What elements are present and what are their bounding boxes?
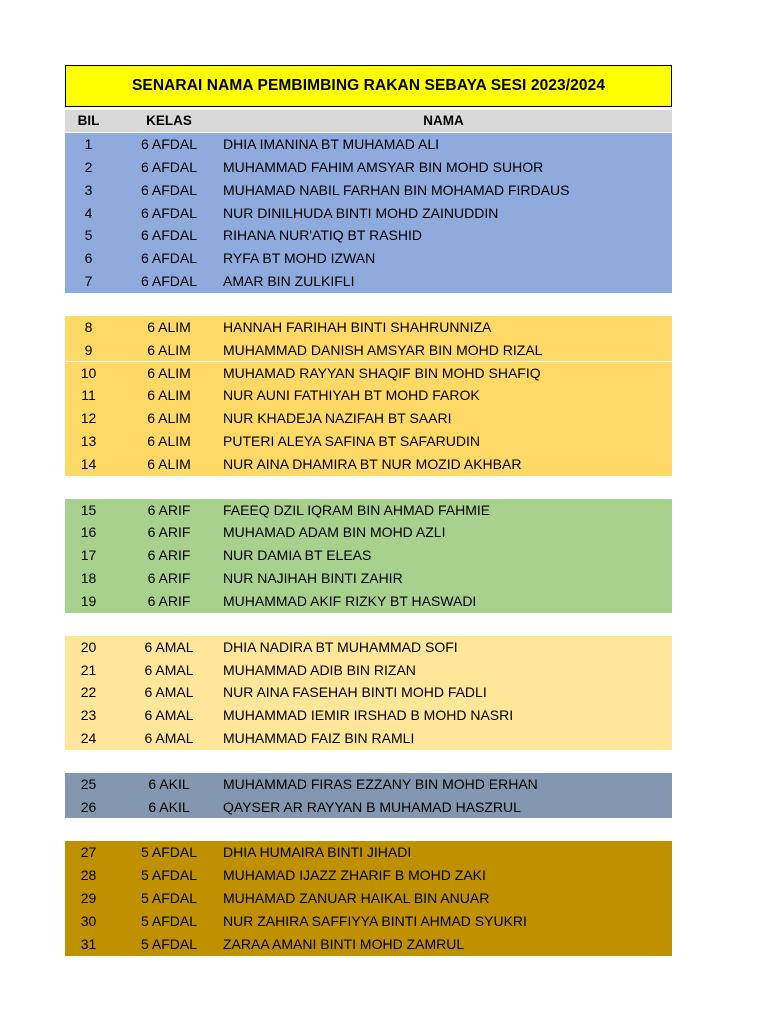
cell-bil: 28 [80, 867, 97, 884]
cell-kelas: 6 ARIF [147, 524, 191, 541]
cell-nama: MUHAMAD ADAM BIN MOHD AZLI [223, 524, 446, 541]
table-row [65, 796, 672, 819]
cell-nama: DHIA HUMAIRA BINTI JIHADI [223, 844, 412, 861]
cell-bil: 13 [80, 433, 97, 450]
cell-kelas: 6 AFDAL [140, 250, 198, 267]
cell-nama: NUR DAMIA BT ELEAS [223, 547, 372, 564]
table-row [65, 430, 672, 453]
table-row [65, 773, 672, 796]
cell-kelas: 5 AFDAL [140, 867, 198, 884]
header-bil: BIL [77, 113, 100, 128]
table-row [65, 202, 672, 225]
cell-kelas: 5 AFDAL [140, 935, 198, 952]
cell-kelas: 6 AFDAL [140, 158, 198, 175]
header-kelas: KELAS [146, 113, 192, 128]
table-row [65, 704, 672, 727]
cell-nama: AMAR BIN ZULKIFLI [223, 273, 355, 290]
table-row [65, 133, 672, 156]
cell-bil: 24 [80, 730, 97, 747]
table-row [65, 910, 672, 933]
table-row [65, 681, 672, 704]
cell-bil: 20 [80, 638, 97, 655]
cell-kelas: 5 AFDAL [140, 912, 198, 929]
cell-bil: 8 [84, 318, 93, 335]
cell-nama: FAEEQ DZIL IQRAM BIN AHMAD FAHMIE [223, 501, 491, 518]
cell-bil: 27 [80, 844, 97, 861]
cell-nama: MUHAMAD RAYYAN SHAQIF BIN MOHD SHAFIQ [223, 364, 541, 381]
table-row [65, 407, 672, 430]
table-row [65, 453, 672, 476]
table-row [65, 841, 672, 864]
cell-bil: 26 [80, 798, 97, 815]
cell-bil: 2 [84, 158, 93, 175]
cell-nama: RYFA BT MOHD IZWAN [223, 250, 376, 267]
cell-bil: 31 [80, 935, 97, 952]
table-row [65, 659, 672, 682]
cell-kelas: 6 AFDAL [140, 204, 198, 221]
cell-kelas: 6 AMAL [144, 707, 194, 724]
cell-nama: NUR NAJIHAH BINTI ZAHIR [223, 570, 403, 587]
cell-kelas: 6 ALIM [147, 318, 191, 335]
cell-kelas: 6 AFDAL [140, 181, 198, 198]
table-row [65, 544, 672, 567]
cell-nama: NUR KHADEJA NAZIFAH BT SAARI [223, 410, 452, 427]
cell-bil: 14 [80, 455, 97, 472]
table-row [65, 499, 672, 522]
cell-nama: DHIA NADIRA BT MUHAMMAD SOFI [223, 638, 458, 655]
table-row [65, 887, 672, 910]
cell-nama: MUHAMAD ZANUAR HAIKAL BIN ANUAR [223, 890, 490, 907]
cell-bil: 17 [80, 547, 97, 564]
cell-kelas: 6 AFDAL [140, 227, 198, 244]
cell-nama: MUHAMMAD ADIB BIN RIZAN [223, 661, 416, 678]
cell-nama: MUHAMMAD AKIF RIZKY BT HASWADI [223, 593, 477, 609]
cell-nama: NUR ZAHIRA SAFFIYYA BINTI AHMAD SYUKRI [223, 912, 527, 929]
cell-nama: DHIA IMANINA BT MUHAMAD ALI [223, 136, 440, 152]
cell-bil: 4 [84, 204, 93, 221]
cell-kelas: 6 AMAL [144, 730, 194, 747]
cell-kelas: 6 AKIL [148, 775, 190, 792]
table-row [65, 270, 672, 293]
cell-bil: 12 [80, 410, 97, 427]
cell-bil: 19 [80, 593, 97, 609]
table-row [65, 590, 672, 613]
cell-kelas: 5 AFDAL [140, 890, 198, 907]
cell-nama: PUTERI ALEYA SAFINA BT SAFARUDIN [223, 433, 481, 450]
cell-kelas: 6 AKIL [148, 798, 190, 815]
document-title [65, 65, 672, 107]
cell-nama: MUHAMAD NABIL FARHAN BIN MOHAMAD FIRDAUS [223, 181, 570, 198]
table-row [65, 567, 672, 590]
cell-bil: 18 [80, 570, 97, 587]
cell-bil: 6 [84, 250, 93, 267]
title-text: SENARAI NAMA PEMBIMBING RAKAN SEBAYA SESI 2023/2024 [131, 77, 606, 94]
cell-nama: RIHANA NUR'ATIQ BT RASHID [223, 227, 422, 244]
cell-nama: MUHAMAD IJAZZ ZHARIF B MOHD ZAKI [223, 867, 486, 884]
cell-kelas: 6 ALIM [147, 433, 191, 450]
cell-kelas: 6 ARIF [147, 501, 191, 518]
cell-nama: MUHAMMAD FIRAS EZZANY BIN MOHD ERHAN [223, 775, 538, 792]
cell-kelas: 6 ALIM [147, 387, 191, 404]
cell-bil: 30 [80, 912, 97, 929]
cell-kelas: 6 ALIM [147, 410, 191, 427]
cell-bil: 16 [80, 524, 97, 541]
table-row [65, 156, 672, 179]
table-header [65, 110, 672, 132]
cell-bil: 29 [80, 890, 97, 907]
cell-nama: HANNAH FARIHAH BINTI SHAHRUNNIZA [223, 318, 492, 335]
cell-bil: 15 [80, 501, 97, 518]
cell-bil: 21 [80, 661, 97, 678]
cell-nama: ZARAA AMANI BINTI MOHD ZAMRUL [223, 935, 465, 952]
cell-kelas: 6 AMAL [144, 638, 194, 655]
cell-kelas: 6 ARIF [147, 570, 191, 587]
cell-kelas: 6 ARIF [147, 593, 191, 609]
cell-bil: 10 [80, 364, 97, 381]
table-row [65, 179, 672, 202]
cell-bil: 22 [80, 684, 97, 701]
cell-bil: 3 [84, 181, 93, 198]
cell-kelas: 5 AFDAL [140, 844, 198, 861]
table-row [65, 933, 672, 956]
table-row [65, 339, 672, 362]
cell-kelas: 6 AMAL [144, 684, 194, 701]
cell-bil: 5 [84, 227, 93, 244]
cell-kelas: 6 AMAL [144, 661, 194, 678]
table-row [65, 247, 672, 270]
cell-bil: 11 [81, 387, 96, 404]
table-row [65, 224, 672, 247]
cell-bil: 1 [84, 136, 93, 152]
cell-kelas: 6 ARIF [147, 547, 191, 564]
table-row [65, 316, 672, 339]
table-row [65, 636, 672, 659]
table-row [65, 727, 672, 750]
cell-nama: MUHAMMAD IEMIR IRSHAD B MOHD NASRI [223, 707, 514, 724]
cell-nama: NUR DINILHUDA BINTI MOHD ZAINUDDIN [223, 204, 499, 221]
cell-kelas: 6 ALIM [147, 341, 191, 358]
cell-nama: NUR AINA DHAMIRA BT NUR MOZID AKHBAR [223, 455, 522, 472]
cell-nama: QAYSER AR RAYYAN B MUHAMAD HASZRUL [223, 798, 521, 815]
table-row [65, 362, 672, 385]
cell-nama: MUHAMMAD DANISH AMSYAR BIN MOHD RIZAL [223, 341, 543, 358]
table-row [65, 384, 672, 407]
header-nama: NAMA [423, 113, 464, 128]
cell-bil: 9 [84, 341, 93, 358]
cell-bil: 25 [80, 775, 97, 792]
cell-kelas: 6 AFDAL [140, 273, 198, 290]
table-row [65, 864, 672, 887]
cell-bil: 7 [84, 273, 93, 290]
cell-nama: MUHAMMAD FAIZ BIN RAMLI [223, 730, 415, 747]
cell-nama: MUHAMMAD FAHIM AMSYAR BIN MOHD SUHOR [223, 158, 544, 175]
table-row [65, 521, 672, 544]
cell-bil: 23 [80, 707, 97, 724]
cell-kelas: 6 ALIM [147, 455, 191, 472]
cell-kelas: 6 ALIM [147, 364, 191, 381]
cell-kelas: 6 AFDAL [140, 136, 198, 152]
cell-nama: NUR AINA FASEHAH BINTI MOHD FADLI [223, 684, 487, 701]
cell-nama: NUR AUNI FATHIYAH BT MOHD FAROK [223, 387, 480, 404]
